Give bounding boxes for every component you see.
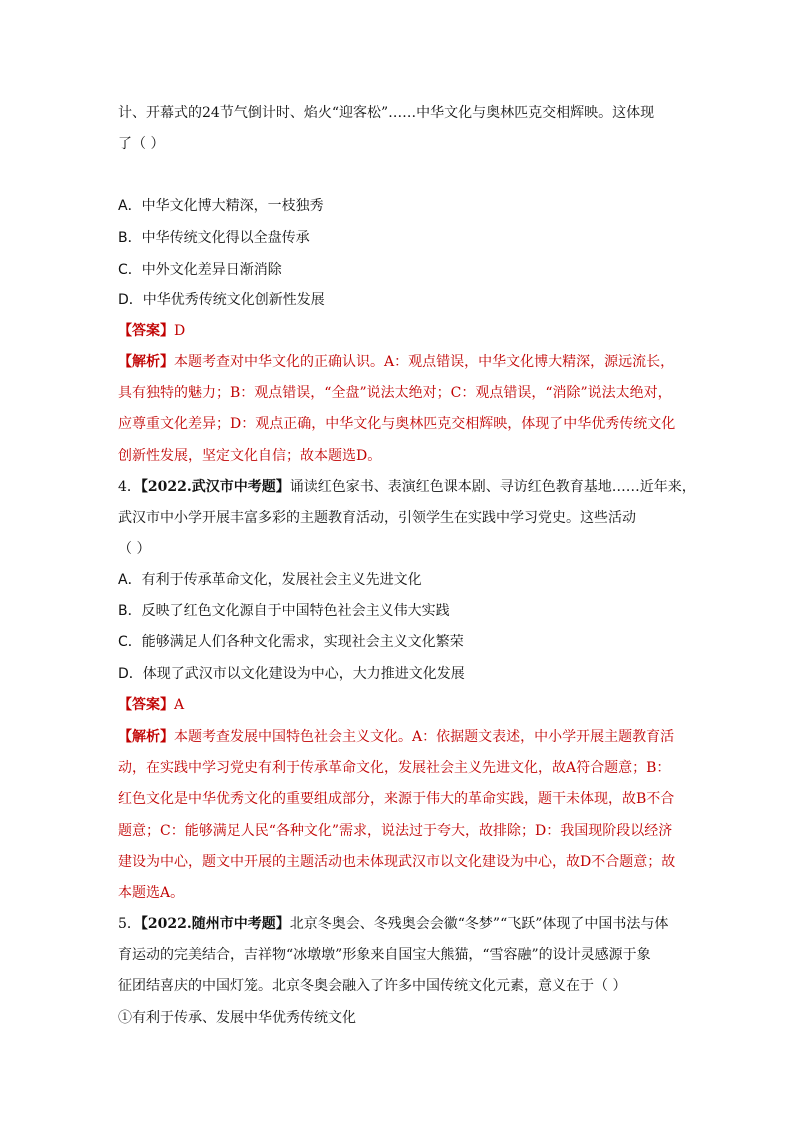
- q4-stem-line: 武汉市中小学开展丰富多彩的主题教育活动，引领学生在实践中学习党史。这些活动: [118, 510, 636, 526]
- q5-stem-line: 征团结喜庆的中国灯笼。北京冬奥会融入了许多中国传统文化元素，意义在于（ ）: [118, 978, 627, 994]
- analysis-label: 【解析】: [118, 729, 174, 745]
- q4-analysis-line: 【解析】本题考查发展中国特色社会主义文化。A：依据题文表述，中小学开展主题教育活: [118, 729, 675, 745]
- q3-answer: [118, 321, 676, 341]
- answer-label: 【答案】: [118, 323, 174, 339]
- q5-stem-line: 5．【2022.随州市中考题】北京冬奥会、冬残奥会会徽“冬梦”“飞跃”体现了中国书法与体: [118, 916, 669, 932]
- q4-analysis-line: 题意；C：能够满足人民“各种文化”需求，说法过于夸大，故排除；D：我国现阶段以经济: [118, 823, 673, 839]
- answer-value: A: [174, 697, 185, 713]
- q4-option-d: D．体现了武汉市以文化建设为中心，大力推进文化发展: [118, 666, 465, 682]
- q4-analysis-line: 动，在实践中学习党史有利于传承革命文化，发展社会主义先进文化，故A符合题意；B：: [118, 760, 671, 776]
- q4-option-a: A．有利于传承革命文化，发展社会主义先进文化: [118, 572, 422, 588]
- answer-label: 【答案】: [118, 697, 174, 713]
- q4-analysis-line: 本题选A。: [118, 885, 185, 901]
- question-number: 4．: [118, 479, 141, 495]
- q3-option-c: C．中外文化差异日渐消除: [118, 262, 282, 278]
- q3-analysis-line: 应尊重文化差异；D：观点正确，中华文化与奥林匹克交相辉映，体现了中华优秀传统文化: [118, 416, 676, 432]
- q4-option-c: C．能够满足人们各种文化需求，实现社会主义文化繁荣: [118, 634, 464, 650]
- q3-option-d: D．中华优秀传统文化创新性发展: [118, 292, 325, 308]
- q4-stem-line: （ ）: [118, 541, 151, 557]
- answer-value: D: [174, 323, 186, 339]
- q4-stem-line: 4．【2022.武汉市中考题】诵读红色家书、表演红色课本剧、寻访红色教育基地……近年来，: [118, 479, 696, 495]
- q3-analysis-line: 【解析】本题考查对中华文化的正确认识。A：观点错误，中华文化博大精深，源远流长，: [118, 354, 675, 370]
- q3-stem-line: 了（ ）: [118, 136, 165, 152]
- q5-item-1: ①有利于传承、发展中华优秀传统文化: [118, 1010, 356, 1026]
- q3-option-b: B．中华传统文化得以全盘传承: [118, 230, 310, 246]
- q3-option-a: A．中华文化博大精深，一枝独秀: [118, 198, 324, 214]
- q5-stem-line: 育运动的完美结合，吉祥物“冰墩墩”形象来自国宝大熊猫，“雪容融”的设计灵感源于象: [118, 947, 651, 963]
- q4-analysis-line: 建设为中心，题文中开展的主题活动也未体现武汉市以文化建设为中心，故D不合题意；故: [118, 854, 676, 870]
- q4-answer: [118, 695, 676, 715]
- question-source: 【2022.随州市中考题】: [140, 916, 290, 932]
- question-source: 【2022.武汉市中考题】: [140, 479, 290, 495]
- analysis-label: 【解析】: [118, 354, 174, 370]
- q4-option-b: B．反映了红色文化源自于中国特色社会主义伟大实践: [118, 603, 450, 619]
- q3-analysis-line: 创新性发展，坚定文化自信；故本题选D。: [118, 448, 382, 464]
- q4-analysis-line: 红色文化是中华优秀文化的重要组成部分，来源于伟大的革命实践，题干未体现，故B不合: [118, 791, 675, 807]
- q3-analysis-line: 具有独特的魅力；B：观点错误，“全盘”说法太绝对；C：观点错误，“消除”说法太绝对，: [118, 385, 672, 401]
- q3-stem-line: 计、开幕式的24节气倒计时、焰火“迎客松”……中华文化与奥林匹克交相辉映。这体现: [118, 105, 655, 121]
- question-number: 5．: [118, 916, 141, 932]
